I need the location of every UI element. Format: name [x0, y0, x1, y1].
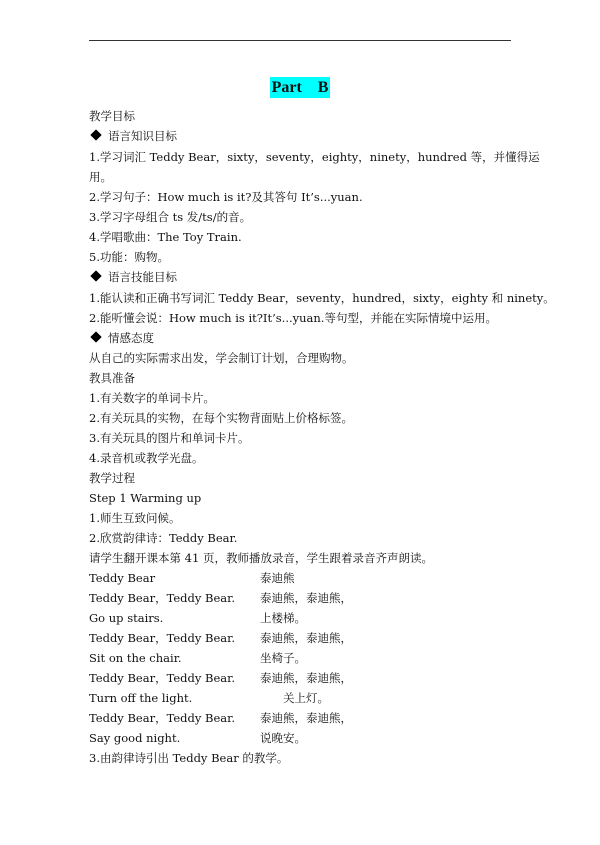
poem-line-en: Teddy Bear，Teddy Bear. — [89, 591, 236, 605]
poem-line-zh: 泰迪熊，泰迪熊， — [260, 591, 352, 605]
list-item: 5.功能：购物。 — [89, 250, 169, 264]
list-item: 2.能听懂会说：How much is it?It’s...yuan.等句型，并能在实际情境中运用。 — [89, 311, 497, 325]
step-heading: Step 1 Warming up — [89, 491, 202, 505]
paragraph: 请学生翻开课本第 41 页，教师播放录音，学生跟着录音齐声朗读。 — [89, 551, 433, 565]
poem-line-en: Teddy Bear，Teddy Bear. — [89, 671, 236, 685]
poem-line-zh: 坐椅子。 — [260, 651, 306, 665]
poem-line-zh: 说晚安。 — [260, 731, 306, 745]
poem-line-en: Teddy Bear — [89, 571, 156, 585]
poem-line-en: Sit on the chair. — [89, 651, 182, 665]
header-rule — [89, 40, 511, 41]
list-item: 1.师生互致问候。 — [89, 511, 181, 525]
diamond-bullet-icon — [90, 270, 101, 281]
poem-line-zh: 泰迪熊 — [260, 571, 295, 585]
poem-line-en: Turn off the light. — [89, 691, 193, 705]
section-heading-materials: 教具准备 — [89, 371, 135, 385]
poem-line-zh: 泰迪熊，泰迪熊， — [260, 671, 352, 685]
list-item: 1.学习词汇 Teddy Bear，sixty，seventy，eighty，ninety，hundred 等，并懂得运 — [89, 150, 540, 164]
poem-line-en: Go up stairs. — [89, 611, 164, 625]
page-title: Part B — [271, 79, 329, 96]
list-item: 1.能认读和正确书写词汇 Teddy Bear，seventy，hundred，sixty，eighty 和 ninety。 — [89, 291, 555, 305]
poem-line-en: Say good night. — [89, 731, 181, 745]
list-item: 1.有关数字的单词卡片。 — [89, 391, 215, 405]
list-item: 3.学习字母组合 ts 发/ts/的音。 — [89, 210, 252, 224]
section-heading-process: 教学过程 — [89, 471, 135, 485]
list-item: 4.学唱歌曲：The Toy Train. — [89, 230, 242, 244]
subheading-text: 语言技能目标 — [108, 270, 177, 284]
paragraph: 3.由韵律诗引出 Teddy Bear 的教学。 — [89, 751, 289, 765]
diamond-bullet-icon — [90, 331, 101, 342]
subheading-text: 语言知识目标 — [108, 129, 177, 143]
list-item: 2.学习句子：How much is it?及其答句 It’s...yuan. — [89, 190, 363, 204]
subheading-text: 情感态度 — [108, 331, 154, 345]
poem-line-zh: 上楼梯。 — [260, 611, 306, 625]
list-item: 2.欣赏韵律诗：Teddy Bear. — [89, 531, 238, 545]
poem-line-zh: 泰迪熊，泰迪熊， — [260, 711, 352, 725]
poem-line-zh: 泰迪熊，泰迪熊， — [260, 631, 352, 645]
list-item: 4.录音机或教学光盘。 — [89, 451, 204, 465]
subheading-language-skill — [89, 270, 177, 284]
section-heading-goals: 教学目标 — [89, 109, 135, 123]
subheading-attitude — [89, 331, 154, 345]
poem-line-zh: 关上灯。 — [283, 691, 329, 705]
list-item: 3.有关玩具的图片和单词卡片。 — [89, 431, 250, 445]
list-item: 2.有关玩具的实物，在每个实物背面贴上价格标签。 — [89, 411, 353, 425]
paragraph: 从自己的实际需求出发，学会制订计划，合理购物。 — [89, 351, 354, 365]
subheading-language-knowledge — [89, 129, 177, 143]
list-item: 用。 — [89, 170, 112, 184]
poem-line-en: Teddy Bear，Teddy Bear. — [89, 631, 236, 645]
diamond-bullet-icon — [90, 129, 101, 140]
poem-line-en: Teddy Bear，Teddy Bear. — [89, 711, 236, 725]
